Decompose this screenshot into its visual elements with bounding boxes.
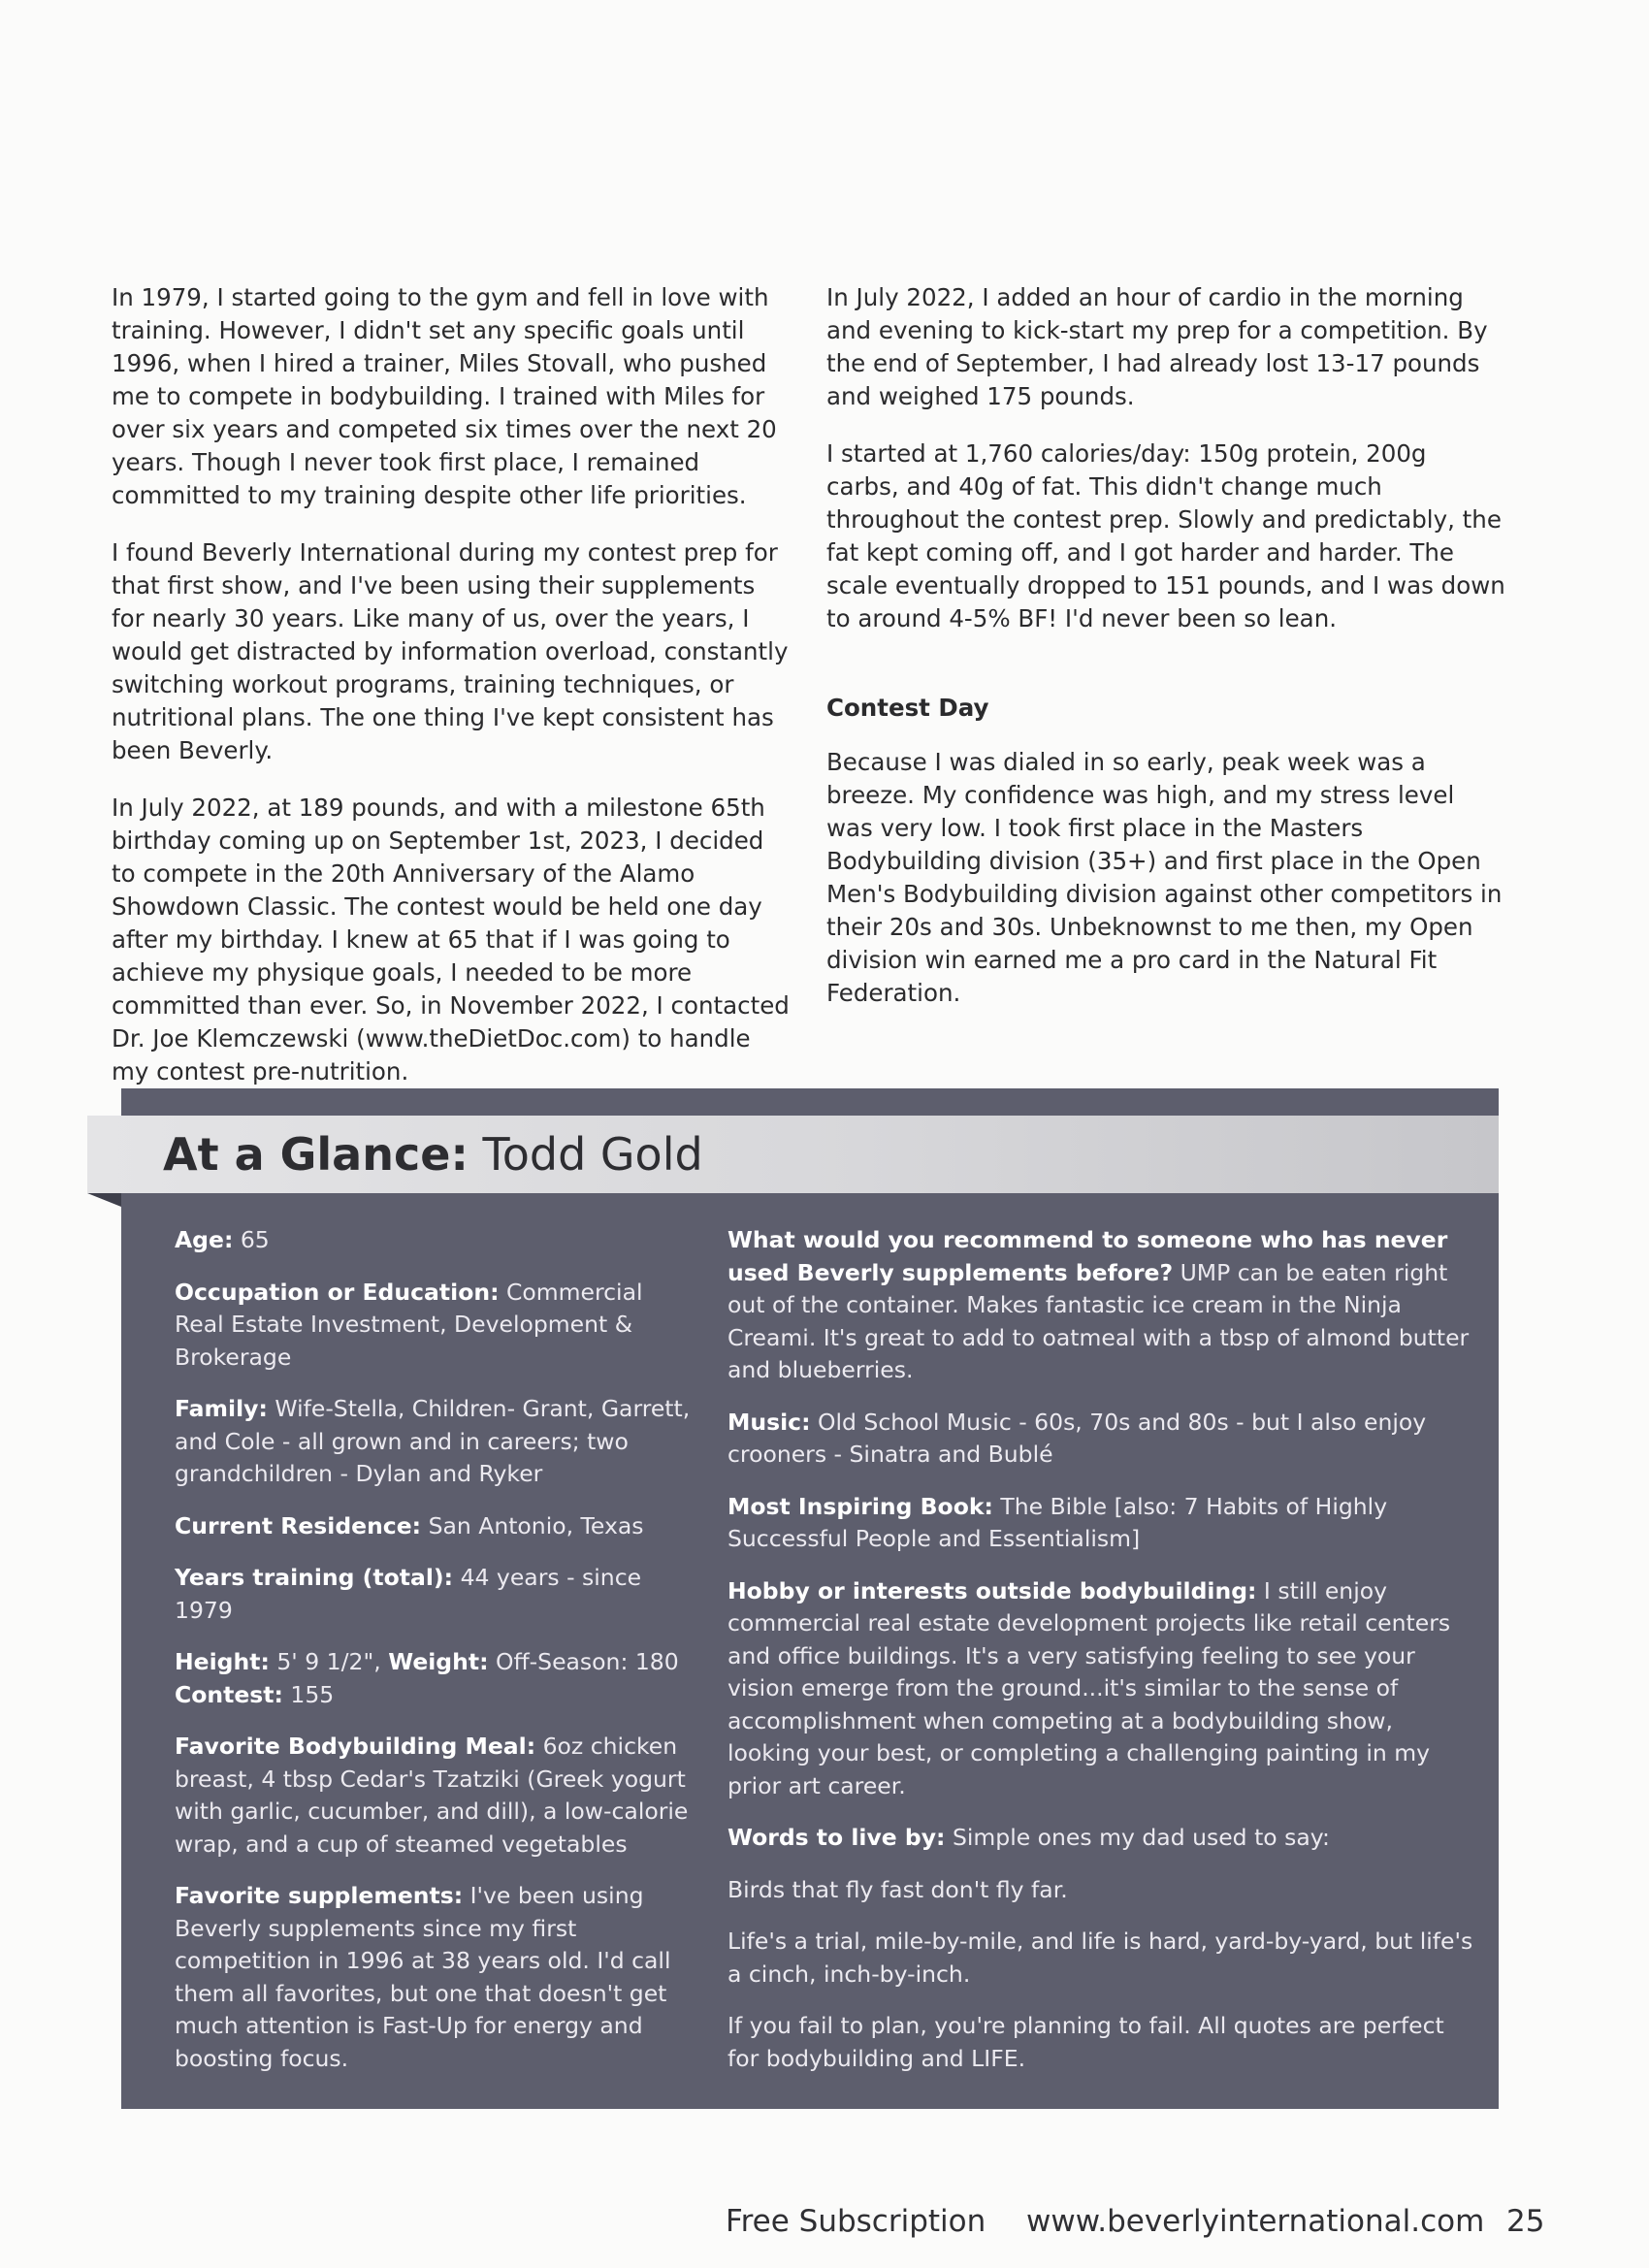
section-heading: Contest Day <box>826 694 989 722</box>
paragraph: In July 2022, at 189 pounds, and with a milestone 65th birthday coming up on September 1st, 2023, I decided to compete in the 20th Anniversary of the Alamo Showdown Classic. The contest would be held one day after my birthday. I knew at 65 that if I was going to achieve my physique goals, I needed to be more committed than ever. So, in November 2022, I contacted Dr. Joe Klemczewski (www.theDietDoc.com) to handle my contest pre-nutrition. <box>112 794 790 1085</box>
glance-right-column <box>728 1224 1474 2094</box>
quote: Life's a trial, mile-by-mile, and life is hard, yard-by-yard, but life's a cinch, inch-by-inch. <box>728 1928 1473 1988</box>
glance-left-column <box>175 1224 698 2094</box>
quote: If you fail to plan, you're planning to fail. All quotes are perfect for bodybuilding and LIFE. <box>728 2012 1444 2072</box>
fact-book: Most Inspiring Book: The Bible [also: 7 Habits of Highly Successful People and Essentialism] <box>728 1492 1388 1552</box>
article-left-column <box>112 281 791 1113</box>
athlete-name: Todd Gold <box>482 1128 703 1181</box>
quote: Birds that fly fast don't fly far. <box>728 1875 1068 1903</box>
fact-height-weight: Height: 5' 9 1/2", Weight: Off-Season: 180 Contest: 155 <box>175 1648 679 1708</box>
fact-years-training: Years training (total): 44 years - since 1979 <box>175 1564 642 1624</box>
fact-words-to-live-by: Words to live by: Simple ones my dad used to say: <box>728 1824 1330 1851</box>
title-label: At a Glance: <box>163 1128 469 1181</box>
fact-music: Music: Old School Music - 60s, 70s and 80s - but I also enjoy crooners - Sinatra and Bublé <box>728 1408 1427 1468</box>
title-band-fold <box>87 1193 121 1207</box>
fact-age: Age: 65 <box>175 1226 270 1253</box>
paragraph: I started at 1,760 calories/day: 150g protein, 200g carbs, and 40g of fat. This didn't change much throughout the contest prep. Slowly and predictably, the fat kept coming off, and I got harder and harder. The scale eventually dropped to 151 pounds, and I was down to around 4-5% BF! I'd never been so lean. <box>826 439 1505 632</box>
paragraph: I found Beverly International during my contest prep for that first show, and I've been using their supplements for nearly 30 years. Like many of us, over the years, I would get distracted by information overload, constantly switching workout programs, training techniques, or nutritional plans. The one thing I've kept consistent has been Beverly. <box>112 538 789 764</box>
footer-url: www.beverlyinternational.com <box>1026 2204 1485 2239</box>
fact-family: Family: Wife-Stella, Children- Grant, Garrett, and Cole - all grown and in careers; two grandchildren - Dylan and Ryker <box>175 1395 691 1487</box>
paragraph: Because I was dialed in so early, peak week was a breeze. My confidence was high, and my stress level was very low. I took first place in the Masters Bodybuilding division (35+) and first place in the Open Men's Bodybuilding division against other competitors in their 20s and 30s. Unbeknownst to me then, my Open division win earned me a pro card in the Natural Fit Federation. <box>826 748 1503 1007</box>
footer-subscription: Free Subscription <box>726 2204 986 2239</box>
fact-recommendation: What would you recommend to someone who has never used Beverly supplements before? UMP can be eaten right out of the container. Makes fantastic ice cream in the Ninja Creami. It's great to add to oatmeal with a tbsp of almond butter and blueberries. <box>728 1226 1470 1383</box>
paragraph: In July 2022, I added an hour of cardio in the morning and evening to kick-start my prep for a competition. By the end of September, I had already lost 13-17 pounds and weighed 175 pounds. <box>826 283 1488 410</box>
at-a-glance-title <box>163 1123 703 1185</box>
fact-favorite-supplements: Favorite supplements: I've been using Beverly supplements since my first competition in 1996 at 38 years old. I'd call them all favorites, but one that doesn't get much attention is Fast-Up for energy and boosting focus. <box>175 1882 671 2072</box>
fact-residence: Current Residence: San Antonio, Texas <box>175 1511 644 1539</box>
fact-occupation: Occupation or Education: Commercial Real Estate Investment, Development & Brokerage <box>175 1278 643 1371</box>
paragraph: In 1979, I started going to the gym and fell in love with training. However, I didn't set any specific goals until 1996, when I hired a trainer, Miles Stovall, who pushed me to compete in bodybuilding. I trained with Miles for over six years and competed six times over the next 20 years. Though I never took first place, I remained committed to my training despite other life priorities. <box>112 283 777 509</box>
fact-hobby: Hobby or interests outside bodybuilding: I still enjoy commercial real estate development projects like retail centers and office buildings. It's a very satisfying feeling to see your vision emerge from the ground...it's similar to the sense of accomplishment when competing at a bodybuilding show, looking your best, or completing a challenging painting in my prior art career. <box>728 1576 1451 1799</box>
article-right-column <box>826 281 1505 1034</box>
page-number: 25 <box>1506 2204 1545 2239</box>
fact-favorite-meal: Favorite Bodybuilding Meal: 6oz chicken breast, 4 tbsp Cedar's Tzatziki (Greek yogurt with garlic, cucumber, and dill), a low-calorie wrap, and a cup of steamed vegetables <box>175 1733 689 1858</box>
